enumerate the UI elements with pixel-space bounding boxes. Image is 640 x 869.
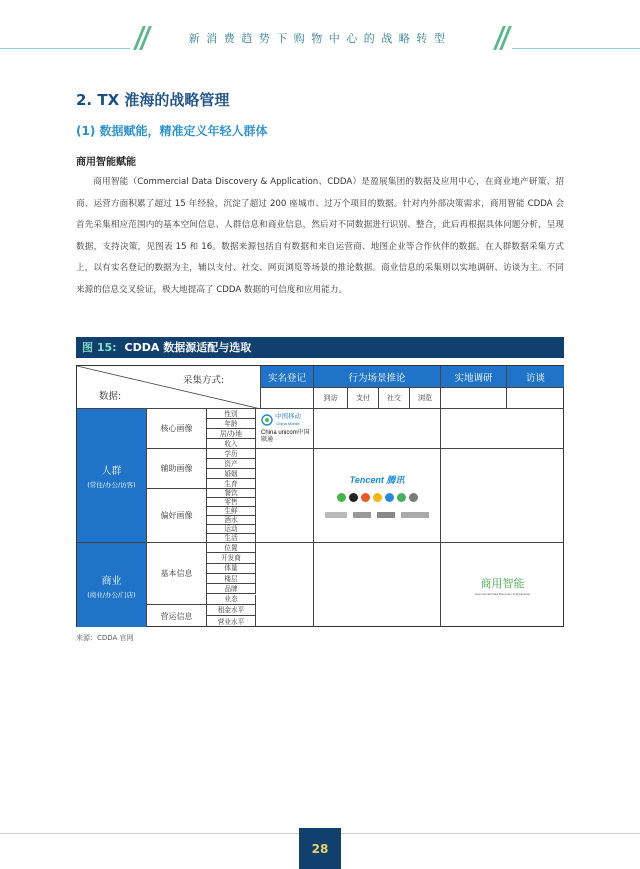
category-cell: 基本信息	[147, 543, 207, 605]
empty-cell	[314, 543, 441, 627]
empty-cell	[256, 543, 314, 627]
item-cell: 性别	[207, 409, 256, 419]
wechat-icon	[337, 493, 346, 502]
item-cell: 楼层	[207, 574, 256, 584]
group-commerce	[77, 543, 147, 627]
empty-cell	[441, 409, 564, 449]
empty-cell	[261, 388, 314, 409]
item-cell: 体量	[207, 564, 256, 574]
empty-cell	[441, 449, 564, 543]
item-cell: 生鲜	[207, 507, 256, 516]
item-cell: 租金水平	[207, 605, 256, 616]
item-cell: 居/办地	[207, 429, 256, 439]
china-mobile-icon	[261, 414, 273, 426]
partner-logo	[377, 512, 395, 518]
cdda-logo-cell	[441, 543, 564, 627]
partner-logo	[353, 512, 371, 518]
footer-rule-left	[0, 833, 299, 834]
cdda-logo-sub: Commercial Data Discovery & Application	[474, 591, 531, 596]
figure-source: 来源：CDDA 官网	[76, 634, 134, 642]
bold-label: 商用智能赋能	[76, 157, 136, 168]
group-crowd-sub: (常住/办公/访客)	[87, 481, 136, 489]
item-cell: 学历	[207, 449, 256, 459]
app-icon	[385, 493, 394, 502]
running-header	[0, 26, 640, 50]
figure-title-bar	[76, 337, 564, 358]
app-icons-row	[337, 493, 418, 502]
category-cell: 核心画像	[147, 409, 207, 449]
item-cell: 运动	[207, 525, 256, 534]
sub-header: 浏览	[410, 388, 441, 409]
china-mobile-en: China Mobile	[276, 421, 300, 426]
col-header: 实地调研	[441, 366, 507, 388]
header-rule-left	[0, 48, 130, 49]
section-heading: 2. TX 淮海的战略管理	[76, 91, 230, 109]
footer-rule-right	[341, 833, 640, 834]
item-cell: 收入	[207, 439, 256, 449]
col-header: 实名登记	[261, 366, 314, 388]
group-crowd-title: 人群	[101, 466, 122, 477]
corner-top-label: 采集方式:	[183, 375, 225, 386]
item-cell: 生活	[207, 534, 256, 543]
item-cell: 零售	[207, 498, 256, 507]
app-icon	[361, 493, 370, 502]
data-source-table	[76, 365, 564, 627]
figure-number: 图 15:	[82, 341, 117, 354]
partner-logo	[325, 512, 347, 518]
china-mobile-cn: 中国移动	[275, 412, 301, 420]
item-cell: 年龄	[207, 419, 256, 429]
item-cell: 餐饮	[207, 489, 256, 498]
group-crowd	[77, 409, 147, 543]
empty-cell	[314, 409, 441, 449]
cdda-logo: 商用智能	[480, 576, 525, 590]
tencent-logos-cell	[314, 449, 441, 543]
item-cell: 生育	[207, 479, 256, 489]
partner-logos-row	[325, 512, 429, 518]
page-number: 28	[299, 828, 341, 869]
group-commerce-title: 商业	[101, 575, 122, 587]
china-mobile-logo	[261, 413, 301, 427]
item-cell: 品牌	[207, 584, 256, 594]
sub-header: 到访	[314, 388, 348, 409]
sub-header: 社交	[379, 388, 410, 409]
china-unicom-logo: China unicom中国联通	[261, 430, 310, 443]
empty-cell	[441, 388, 507, 409]
item-cell: 酒水	[207, 516, 256, 525]
body-paragraph: 商用智能（Commercial Data Discovery & Application、CDDA）是盈展集团的数据及应用中心，在商业地产研策、招商、运营方面积累了超过 15 年经验，沉淀了超过 200 座城市、过万个项目的数据。针对内外部决策需求，商用智能 CDDA 会首先采集相应范围内的基本空间信息、人群信息和商业信息，然后对不同数据进行识别、整合，此后再根据具体问题分析，呈现数据，支持决策，见图表 15 和 16。数据来源包括自有数据和来自运营商、地图企业等合作伙伴的数据。在人群数据采集方式上，以有实名登记的数据为主，辅以支付、社交、网页浏览等场景的推论数据。商业信息的采集则以实地调研、访谈为主。不同来源的信息交叉验证，极大地提高了 CDDA 数据的可信度和应用能力。	[76, 177, 564, 295]
header-rule-right	[512, 48, 640, 49]
item-cell: 位置	[207, 543, 256, 553]
empty-cell	[507, 388, 564, 409]
tencent-logo: Tencent 腾讯	[349, 475, 405, 485]
sub-header: 支付	[348, 388, 379, 409]
item-cell: 婚姻	[207, 469, 256, 479]
empty-cell	[256, 449, 314, 543]
category-cell: 辅助画像	[147, 449, 207, 489]
table-corner	[77, 366, 261, 409]
item-cell: 业态	[207, 595, 256, 606]
col-header: 访谈	[507, 366, 564, 388]
qq-icon	[349, 493, 358, 502]
group-commerce-sub: (商业/办公/门店)	[87, 590, 136, 599]
app-icon	[373, 493, 382, 502]
category-cell: 营运信息	[147, 605, 207, 627]
corner-bottom-label: 数据:	[99, 391, 122, 402]
partner-logo	[401, 512, 429, 518]
item-cell: 营业水平	[207, 616, 256, 627]
category-cell: 偏好画像	[147, 489, 207, 543]
item-cell: 开发商	[207, 553, 256, 563]
header-title: 新消费趋势下购物中心的战略转型	[188, 32, 452, 45]
item-cell: 资产	[207, 459, 256, 469]
app-icon	[409, 493, 418, 502]
figure-title: CDDA 数据源适配与选取	[124, 341, 252, 354]
section-subheading: (1) 数据赋能，精准定义年轻人群体	[76, 124, 268, 138]
app-icon	[397, 493, 406, 502]
carrier-logos-cell	[256, 409, 314, 449]
col-header: 行为场景推论	[314, 366, 441, 388]
